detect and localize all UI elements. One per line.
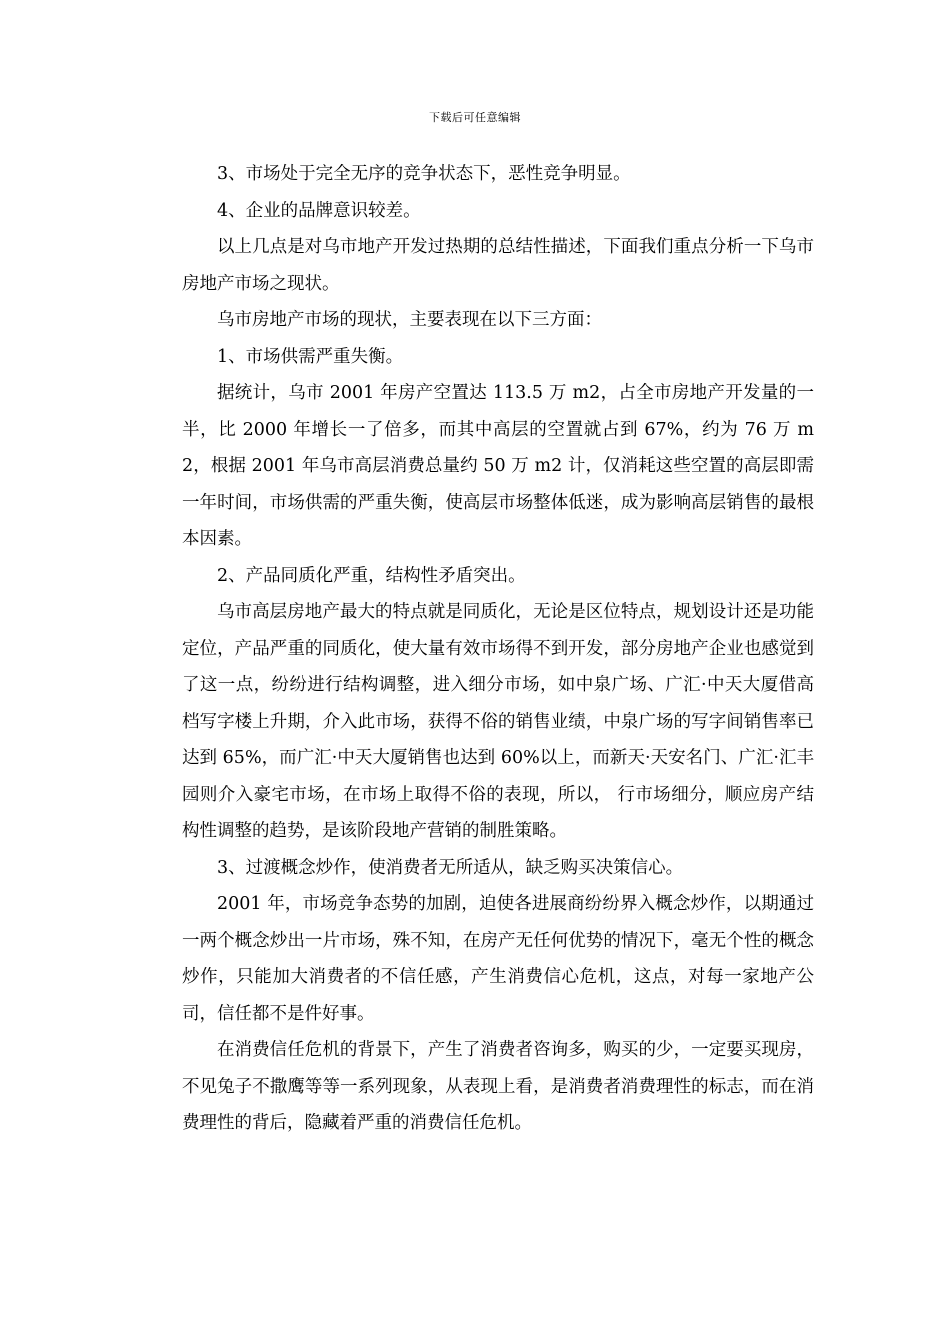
paragraph-4: 乌市房地产市场的现状，主要表现在以下三方面： — [217, 310, 602, 330]
paragraph-10: 2001 年，市场竞争态势的加剧，迫使各进展商纷纷界入概念炒作，以期通过一两个概念炒出一片市场，殊不知，在房产无任何优势的情况下，毫无个性的概念炒作，只能加大消费者的不信任感，产生消费信心危机，这点，对每一家地产公司，信任都不是件好事。 — [182, 894, 814, 1024]
paragraph-11: 在消费信任危机的背景下，产生了消费者咨询多，购买的少，一定要买现房，不见兔子不撒鹰等等一系列现象，从表现上看，是消费者消费理性的标志，而在消费理性的背后，隐藏着严重的消费信任危机。 — [182, 1040, 814, 1133]
paragraph-1: 3、市场处于完全无序的竞争状态下，恶性竞争明显。 — [217, 164, 631, 184]
paragraph-3: 以上几点是对乌市地产开发过热期的总结性描述，下面我们重点分析一下乌市房地产市场之现状。 — [182, 237, 814, 294]
page-header: 下载后可任意编辑 — [429, 111, 521, 124]
paragraph-2: 4、企业的品牌意识较差。 — [217, 200, 421, 221]
paragraph-9: 3、过渡概念炒作，使消费者无所适从，缺乏购买决策信心。 — [217, 857, 684, 878]
paragraph-5: 1、市场供需严重失衡。 — [217, 346, 404, 367]
paragraph-8: 乌市高层房地产最大的特点就是同质化，无论是区位特点，规划设计还是功能定位，产品严重的同质化，使大量有效市场得不到开发，部分房地产企业也感觉到了这一点，纷纷进行结构调整，进入细分市场，如中泉广场、广汇·中天大厦借高档写字楼上升期，介入此市场，获得不俗的销售业绩，中泉广场的写字间销售率已达到 65%，而广汇·中天大厦销售也达到 60%以上，而新天·天安名门、广汇·汇丰园则介入豪宅市场，在市场上取得不俗的表现，所以， 行市场细分，顺应房产结构性调整的趋势，是该阶段地产营销的制胜策略。 — [182, 602, 814, 841]
paragraph-7: 2、产品同质化严重，结构性矛盾突出。 — [217, 565, 526, 586]
paragraph-6: 据统计，乌市 2001 年房产空置达 113.5 万 m2，占全市房地产开发量的一半，比 2000 年增长一了倍多，而其中高层的空置就占到 67%，约为 76 万 m2，根据 2001 年乌市高层消费总量约 50 万 m2 计，仅消耗这些空置的高层即需一年时间，市场供需的严重失衡，使高层市场整体低迷，成为影响高层销售的最根本因素。 — [182, 383, 814, 549]
document-body — [182, 156, 814, 1142]
